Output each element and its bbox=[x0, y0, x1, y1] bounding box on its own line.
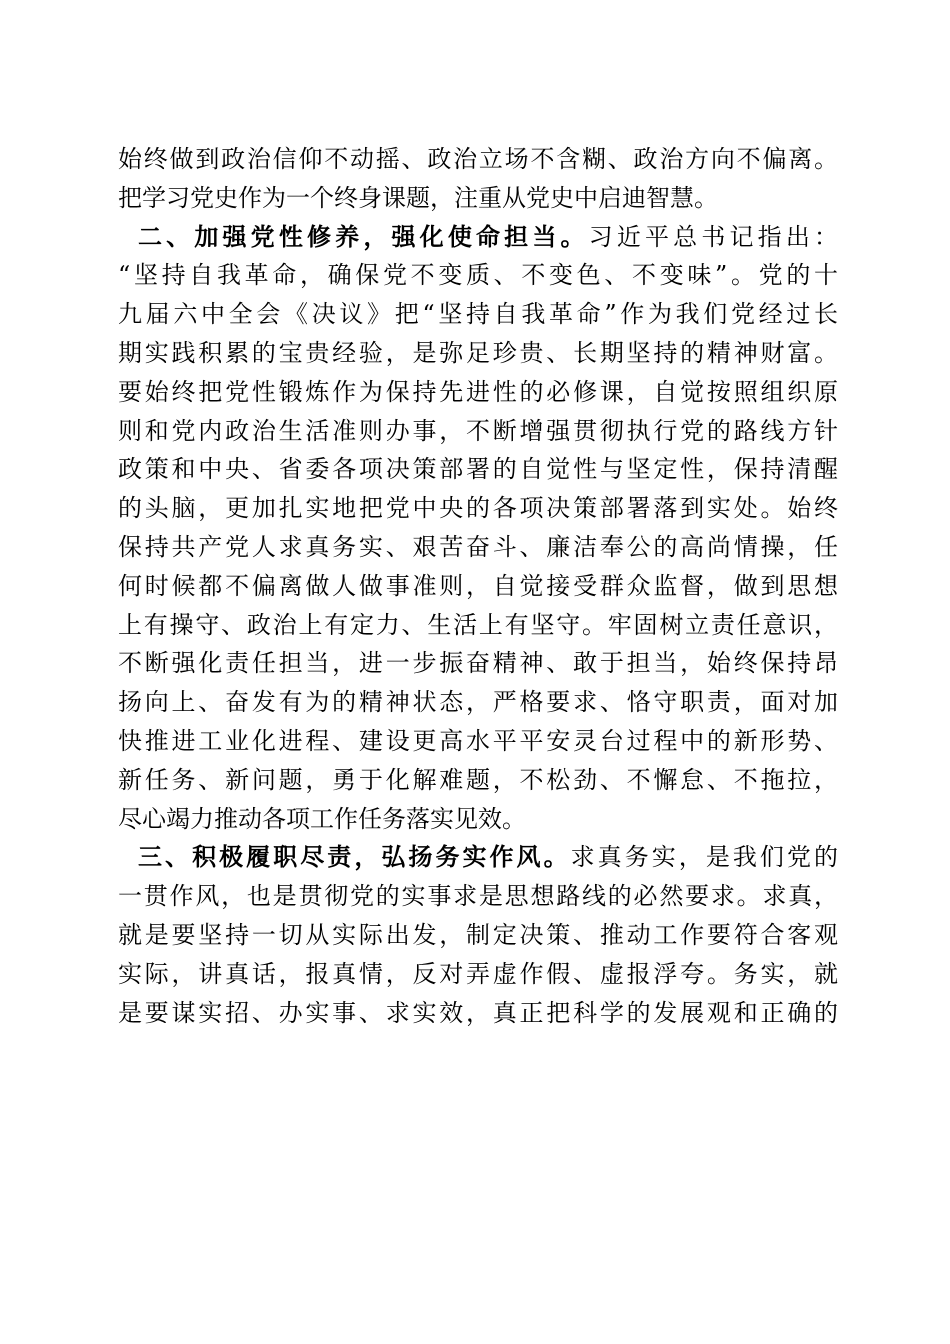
text-line: 政策和中央、省委各项决策部署的自觉性与坚定性，保持清醒 bbox=[118, 455, 838, 484]
text-line: 则和党内政治生活准则办事，不断增强贯彻执行党的路线方针 bbox=[118, 416, 838, 445]
text-run: 求真务实，是我们党的 bbox=[570, 843, 838, 872]
paragraph-2-first-line bbox=[118, 218, 838, 257]
text-line: 一贯作风，也是贯彻党的实事求是思想路线的必然要求。求真， bbox=[118, 882, 838, 911]
text-line: “坚持自我革命，确保党不变质、不变色、不变味”。党的十 bbox=[118, 261, 838, 290]
text-run: 习近平总书记指出： bbox=[588, 222, 839, 251]
text-line: 何时候都不偏离做人做事准则，自觉接受群众监督，做到思想 bbox=[118, 571, 838, 600]
text-line: 尽心竭力推动各项工作任务落实见效。 bbox=[118, 804, 526, 833]
section-heading-3: 三、积极履职尽责，弘扬务实作风。 bbox=[138, 843, 571, 872]
paragraph-3-first-line bbox=[118, 838, 838, 877]
text-line: 不断强化责任担当，进一步振奋精神、敢于担当，始终保持昂 bbox=[118, 649, 838, 678]
text-line: 快推进工业化进程、建设更高水平平安灵台过程中的新形势、 bbox=[118, 726, 838, 755]
paragraph-2 bbox=[118, 218, 838, 839]
text-line: 期实践积累的宝贵经验，是弥足珍贵、长期坚持的精神财富。 bbox=[118, 338, 838, 367]
text-line: 扬向上、奋发有为的精神状态，严格要求、恪守职责，面对加 bbox=[118, 688, 838, 717]
text-line: 把学习党史作为一个终身课题，注重从党史中启迪智慧。 bbox=[118, 183, 718, 212]
text-line: 始终做到政治信仰不动摇、政治立场不含糊、政治方向不偏离。 bbox=[118, 145, 838, 173]
text-line: 的头脑，更加扎实地把党中央的各项决策部署落到实处。始终 bbox=[118, 494, 838, 523]
text-line: 实际，讲真话，报真情，反对弄虚作假、虚报浮夸。务实，就 bbox=[118, 959, 838, 988]
text-line: 九届六中全会《决议》把“坚持自我革命”作为我们党经过长 bbox=[118, 300, 838, 329]
paragraph-3 bbox=[118, 838, 838, 1032]
text-line: 要始终把党性锻炼作为保持先进性的必修课，自觉按照组织原 bbox=[118, 377, 838, 406]
paragraph-1 bbox=[118, 140, 838, 218]
text-line: 就是要坚持一切从实际出发，制定决策、推动工作要符合客观 bbox=[118, 920, 838, 949]
text-line: 保持共产党人求真务实、艰苦奋斗、廉洁奉公的高尚情操，任 bbox=[118, 532, 838, 561]
section-heading-2: 二、加强党性修养，强化使命担当。 bbox=[138, 222, 589, 251]
text-line: 是要谋实招、办实事、求实效，真正把科学的发展观和正确的 bbox=[118, 998, 838, 1027]
body-text bbox=[118, 140, 838, 1032]
text-line: 上有操守、政治上有定力、生活上有坚守。牢固树立责任意识， bbox=[118, 610, 838, 639]
text-line: 新任务、新问题，勇于化解难题，不松劲、不懈怠、不拖拉， bbox=[118, 765, 838, 794]
